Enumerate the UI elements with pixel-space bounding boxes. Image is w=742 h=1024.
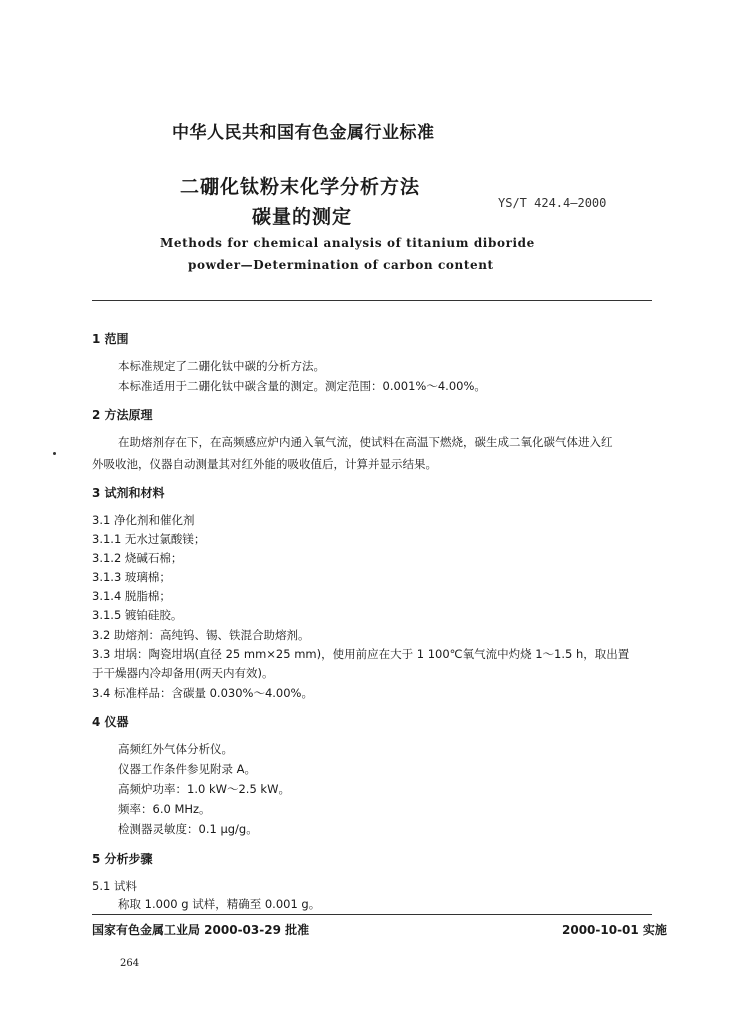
standard-number: YS/T 424.4—2000 (498, 196, 607, 210)
section-1-heading: 1 范围 (92, 332, 129, 346)
section-2-p2: 外吸收池，仪器自动测量其对红外能的吸收值后，计算并显示结果。 (92, 457, 437, 471)
header-divider (92, 300, 652, 301)
title-en-line2: powder—Determination of carbon content (188, 258, 494, 272)
section-3-item-3-1-5: 3.1.5 镀铂硅胶。 (92, 608, 183, 622)
section-5-sub-5-1: 5.1 试料 (92, 879, 137, 893)
footer-implemented: 2000-10-01 实施 (562, 923, 667, 937)
section-3-item-3-1: 3.1 净化剂和催化剂 (92, 513, 195, 527)
section-5-heading: 5 分析步骤 (92, 852, 153, 866)
section-1-p2: 本标准适用于二硼化钛中碳含量的测定。测定范围：0.001%～4.00%。 (118, 379, 486, 393)
section-3-item-3-1-4: 3.1.4 脱脂棉； (92, 589, 171, 603)
footer-divider (92, 914, 652, 915)
section-4-line3: 高频炉功率：1.0 kW～2.5 kW。 (118, 782, 290, 796)
section-4-line5: 检测器灵敏度：0.1 μg/g。 (118, 822, 258, 836)
section-4-line2: 仪器工作条件参见附录 A。 (118, 762, 257, 776)
section-3-item-3-3a: 3.3 坩埚：陶瓷坩埚(直径 25 mm×25 mm)，使用前应在大于 1 100℃氧气流中灼烧 1～1.5 h，取出置 (92, 647, 630, 661)
section-2-p1: 在助熔剂存在下，在高频感应炉内通入氧气流，使试料在高温下燃烧，碳生成二氧化碳气体进入红 (118, 435, 613, 449)
title-zh-line1: 二硼化钛粉末化学分析方法 (180, 176, 421, 198)
section-5-p1: 称取 1.000 g 试样，精确至 0.001 g。 (118, 897, 321, 911)
section-3-item-3-1-1: 3.1.1 无水过氯酸镁； (92, 532, 206, 546)
section-4-line1: 高频红外气体分析仪。 (118, 742, 233, 756)
section-3-item-3-3b: 于干燥器内冷却备用(两天内有效)。 (92, 666, 274, 680)
section-2-heading: 2 方法原理 (92, 408, 153, 422)
section-3-heading: 3 试剂和材料 (92, 486, 165, 500)
section-3-item-3-1-2: 3.1.2 烧碱石棉； (92, 551, 183, 565)
page-number: 264 (120, 958, 140, 969)
header-org-standard: 中华人民共和国有色金属行业标准 (172, 123, 435, 143)
section-4-heading: 4 仪器 (92, 715, 129, 729)
title-en-line1: Methods for chemical analysis of titanium diboride (160, 236, 535, 250)
section-3-item-3-1-3: 3.1.3 玻璃棉； (92, 570, 171, 584)
section-3-item-3-4: 3.4 标准样品：含碳量 0.030%～4.00%。 (92, 686, 313, 700)
scan-speck (53, 452, 56, 455)
section-4-line4: 频率：6.0 MHz。 (118, 802, 211, 816)
section-1-p1: 本标准规定了二硼化钛中碳的分析方法。 (118, 359, 325, 373)
footer-issued: 国家有色金属工业局 2000-03-29 批准 (92, 923, 310, 937)
title-zh-line2: 碳量的测定 (252, 206, 353, 228)
section-3-item-3-2: 3.2 助熔剂：高纯钨、锡、铁混合助熔剂。 (92, 628, 310, 642)
